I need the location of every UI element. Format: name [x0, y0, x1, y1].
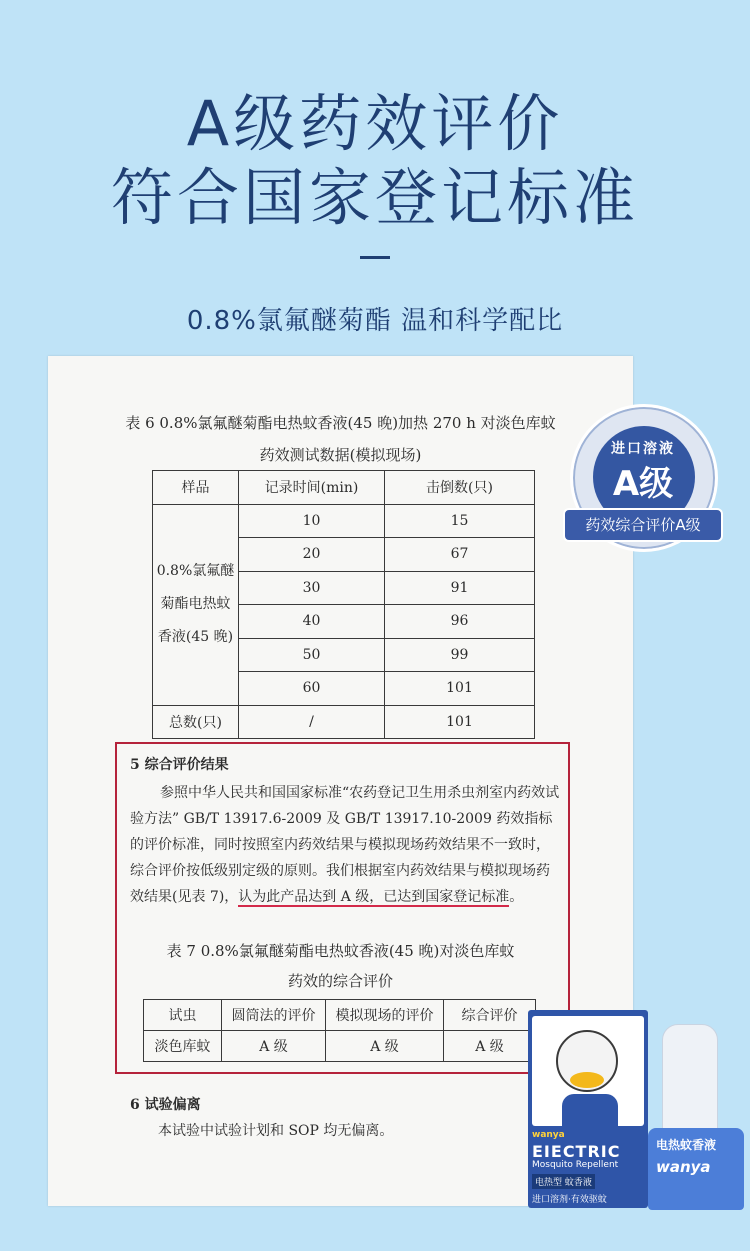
insect-cell: 淡色库蚊: [144, 1031, 222, 1062]
section5-paragraph: [130, 780, 562, 910]
table6-caption-line2: 药效测试数据(模拟现场): [259, 446, 422, 464]
total-label: 总数(只): [153, 705, 239, 739]
badge-grade: A级: [612, 464, 674, 504]
section5-text: 参照中华人民共和国国家标准“农药登记卫生用杀虫剂室内药效试验方法” GB/T 13917.6-2009 及 GB/T 13917.10-2009 药效指标的评价标准，同时按照室内药效结果与模拟现场药效结果不一致时，综合评价按低级别定级的原则。我们根据室内药效结果与模拟现场药效结果(见表 7)，: [130, 785, 560, 905]
knockdown-cell: 67: [385, 538, 535, 572]
col-header-sample: 样品: [153, 471, 239, 505]
duck-beak-icon: [570, 1072, 604, 1088]
time-cell: 50: [239, 638, 385, 672]
table-header-row: [153, 471, 535, 505]
sample-cell: [153, 504, 239, 705]
grade-badge: [563, 404, 723, 564]
knockdown-cell: 15: [385, 504, 535, 538]
box-subtitle: Mosquito Repellent: [532, 1160, 619, 1170]
sample-label-line: 香液(45 晚): [157, 629, 234, 645]
product-image: [528, 1010, 750, 1210]
table7-caption-line2: 药效的综合评价: [287, 972, 393, 990]
bottle-brand: wanya: [656, 1158, 711, 1176]
bottle-label: 电热蚊香液: [656, 1138, 717, 1152]
time-cell: 60: [239, 672, 385, 706]
box-type-text-2: 蚊香液: [564, 1178, 592, 1188]
sample-label-line: 0.8%氯氟醚: [156, 563, 235, 579]
knockdown-cell: 96: [385, 605, 535, 639]
grade-cell: A 级: [326, 1031, 444, 1062]
section5-title: 5 综合评价结果: [130, 757, 229, 773]
col-header: 综合评价: [444, 1000, 536, 1031]
box-feature: 进口溶剂·有效驱蚊: [532, 1195, 607, 1205]
grade-cell: A 级: [444, 1031, 536, 1062]
col-header-knockdown: 击倒数(只): [385, 471, 535, 505]
section5-text-end: 。: [509, 889, 524, 905]
knockdown-cell: 91: [385, 571, 535, 605]
knockdown-cell: 101: [385, 672, 535, 706]
grade-cell: A 级: [222, 1031, 326, 1062]
box-title: EIECTRIC: [532, 1142, 621, 1161]
box-brand: wanya: [532, 1130, 565, 1140]
box-artwork: [532, 1016, 644, 1126]
title-divider: [360, 256, 390, 259]
headline-line-1: A级药效评价: [186, 87, 564, 160]
col-header: 试虫: [144, 1000, 222, 1031]
table-row: [153, 504, 535, 538]
badge-top-text: 进口溶液: [611, 441, 675, 457]
box-type: [532, 1174, 595, 1189]
product-box: [528, 1010, 648, 1208]
table-header-row: [144, 1000, 536, 1031]
knockdown-cell: 99: [385, 638, 535, 672]
col-header: 模拟现场的评价: [326, 1000, 444, 1031]
table6-caption-line1: 表 6 0.8%氯氟醚菊酯电热蚊香液(45 晚)加热 270 h 对淡色库蚊: [125, 414, 556, 432]
box-type-text: 电热型: [535, 1178, 563, 1188]
sample-label-line: 菊酯电热蚊: [160, 596, 231, 612]
time-cell: 20: [239, 538, 385, 572]
bottle-cap: [662, 1024, 718, 1134]
badge-ribbon: 药效综合评价A级: [563, 508, 723, 542]
duck-body-icon: [562, 1094, 618, 1128]
col-header: 圆筒法的评价: [222, 1000, 326, 1031]
table-total-row: [153, 705, 535, 739]
section6-title: 6 试验偏离: [130, 1097, 201, 1113]
time-cell: 40: [239, 605, 385, 639]
subtitle: 0.8%氯氟醚菊酯 温和科学配比: [186, 306, 564, 336]
total-time: /: [239, 705, 385, 739]
section6-paragraph: 本试验中试验计划和 SOP 均无偏离。: [158, 1123, 394, 1139]
section5-conclusion: 认为此产品达到 A 级，已达到国家登记标准: [238, 889, 510, 905]
time-cell: 10: [239, 504, 385, 538]
headline-line-2: 符合国家登记标准: [110, 161, 639, 234]
total-value: 101: [385, 705, 535, 739]
col-header-time: 记录时间(min): [239, 471, 385, 505]
time-cell: 30: [239, 571, 385, 605]
table-row: [144, 1031, 536, 1062]
table7: [143, 999, 536, 1062]
table7-caption-line1: 表 7 0.8%氯氟醚菊酯电热蚊香液(45 晚)对淡色库蚊: [166, 942, 515, 960]
table6: [152, 470, 535, 739]
